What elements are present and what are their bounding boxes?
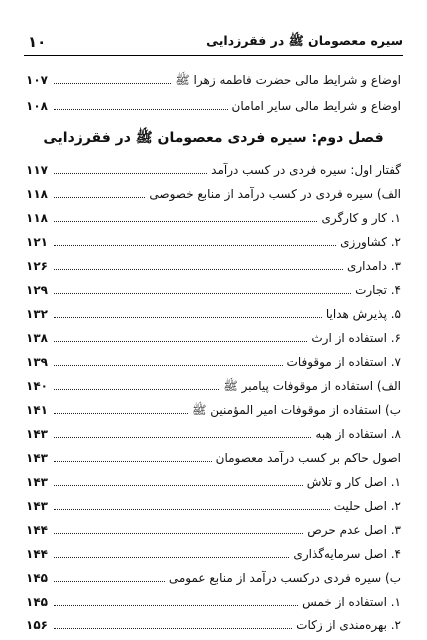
- dot-leader: [54, 627, 292, 629]
- toc-entry: [26, 396, 401, 418]
- toc-entry-page: ۱۴۱: [26, 403, 48, 417]
- toc-entry: [26, 300, 401, 322]
- toc-entry: [26, 276, 401, 298]
- toc-entry-title: ۴. تجارت: [355, 283, 401, 297]
- toc-entry: [26, 348, 401, 370]
- toc-entry-page: ۱۴۰: [26, 379, 48, 393]
- running-title: سیره معصومان ﷺ در فقرزدایی: [206, 32, 403, 48]
- toc-entry: [26, 516, 401, 538]
- toc-entry-title: اوضاع و شرایط مالی سایر امامان: [231, 99, 401, 113]
- toc-entry: [26, 444, 401, 466]
- toc-entry-page: ۱۴۳: [26, 451, 48, 465]
- dot-leader: [54, 220, 317, 222]
- toc-entry: [26, 180, 401, 202]
- dot-leader: [54, 108, 228, 110]
- toc-entry: [26, 252, 401, 274]
- toc-entry-title: اوضاع و شرایط مالی حضرت فاطمه زهرا ﷺ: [175, 73, 401, 87]
- toc-entry-title: ۶. استفاده از ارث: [311, 331, 401, 345]
- toc-entry-title: ب) سیره فردی درکسب درآمد از منابع عمومی: [168, 571, 401, 585]
- toc-entry: [26, 66, 401, 88]
- dot-leader: [54, 508, 330, 510]
- toc-entry: [26, 564, 401, 586]
- toc-entry: [26, 420, 401, 442]
- dot-leader: [54, 532, 303, 534]
- toc-entry: [26, 324, 401, 346]
- dot-leader: [54, 364, 283, 366]
- toc-entry-title: ب) استفاده از موقوفات امیر المؤمنین ﷺ: [191, 403, 401, 417]
- toc-entry: [26, 156, 401, 178]
- dot-leader: [54, 412, 188, 414]
- toc-entry-page: ۱۴۵: [26, 571, 48, 585]
- header-rule: [24, 55, 403, 56]
- toc-entry-title: ۸. استفاده از هبه: [315, 427, 401, 441]
- running-header: [24, 30, 403, 54]
- toc-entry-title: گفتار اول: سیره فردی در کسب درآمد: [211, 163, 401, 177]
- chapter-heading: فصل دوم: سیره فردی معصومان ﷺ در فقرزدایی: [43, 130, 384, 146]
- dot-leader: [54, 460, 212, 462]
- toc-entry-page: ۱۲۹: [26, 283, 48, 297]
- toc-entry-page: ۱۳۲: [26, 307, 48, 321]
- toc-entry: [26, 468, 401, 490]
- dot-leader: [54, 82, 171, 84]
- toc-entry-page: ۱۵۶: [26, 618, 48, 632]
- toc-entry-page: ۱۴۴: [26, 547, 48, 561]
- toc-entry-title: ۲. کشاورزی: [340, 235, 401, 249]
- toc-entry-title: ۵. پذیرش هدایا: [325, 307, 401, 321]
- dot-leader: [54, 484, 303, 486]
- toc-entry-title: ۱. اصل کار و تلاش: [306, 475, 401, 489]
- dot-leader: [54, 268, 343, 270]
- toc-entry: [26, 540, 401, 562]
- toc-entry-page: ۱۳۹: [26, 355, 48, 369]
- dot-leader: [54, 172, 207, 174]
- toc-entry-page: ۱۳۸: [26, 331, 48, 345]
- toc-entry: [26, 588, 401, 610]
- dot-leader: [54, 292, 351, 294]
- toc-entry-title: ۲. بهره‌مندی از زکات: [296, 618, 401, 632]
- toc-entry-title: اصول حاکم بر کسب درآمد معصومان: [215, 451, 401, 465]
- toc-entry: [26, 92, 401, 114]
- dot-leader: [54, 244, 336, 246]
- toc-entry-page: ۱۱۷: [26, 163, 48, 177]
- toc-entry-page: ۱۴۳: [26, 475, 48, 489]
- toc-entry: [26, 611, 401, 633]
- toc-entry: [26, 228, 401, 250]
- toc-entry-page: ۱۲۶: [26, 259, 48, 273]
- toc-entry-page: ۱۴۳: [26, 427, 48, 441]
- toc-entry: [26, 372, 401, 394]
- toc-entry-page: ۱۴۳: [26, 499, 48, 513]
- dot-leader: [54, 340, 307, 342]
- toc-entry-title: ۴. اصل سرمایه‌گذاری: [293, 547, 401, 561]
- page-number: ۱۰: [28, 33, 47, 51]
- toc-entry-title: ۱. کار و کارگری: [321, 211, 401, 225]
- toc-entry: [26, 204, 401, 226]
- toc-entry-page: ۱۰۷: [26, 73, 48, 87]
- toc-entry: [26, 492, 401, 514]
- dot-leader: [54, 436, 311, 438]
- toc-entry-page: ۱۰۸: [26, 99, 48, 113]
- toc-entry-title: ۲. اصل حلیت: [333, 499, 401, 513]
- toc-entry-title: ۳. اصل عدم حرص: [307, 523, 401, 537]
- dot-leader: [54, 388, 219, 390]
- dot-leader: [54, 556, 289, 558]
- toc-entry-page: ۱۴۴: [26, 523, 48, 537]
- toc-entry-page: ۱۴۵: [26, 595, 48, 609]
- toc-entry-page: ۱۱۸: [26, 187, 48, 201]
- toc-entry-title: ۳. دامداری: [346, 259, 401, 273]
- dot-leader: [54, 196, 145, 198]
- toc-entry-title: ۷. استفاده از موقوفات: [286, 355, 401, 369]
- dot-leader: [54, 580, 165, 582]
- toc-entry-page: ۱۱۸: [26, 211, 48, 225]
- dot-leader: [54, 604, 298, 606]
- toc-entry-title: ۱. استفاده از خمس: [302, 595, 401, 609]
- toc-entry-title: الف) سیره فردی در کسب درآمد از منابع خصوصی: [149, 187, 401, 201]
- toc-entry-title: الف) استفاده از موقوفات پیامبر ﷺ: [223, 379, 401, 393]
- dot-leader: [54, 316, 322, 318]
- toc-entry-page: ۱۲۱: [26, 235, 48, 249]
